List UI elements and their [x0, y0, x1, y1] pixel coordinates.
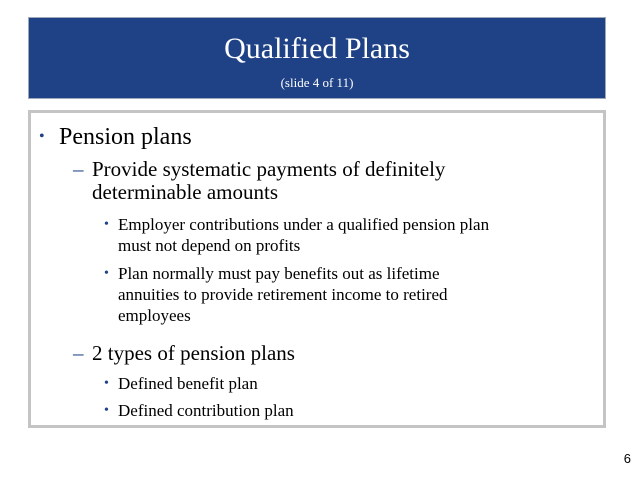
dash-icon: – [73, 341, 84, 365]
title-bar [28, 17, 606, 99]
sub-bullet-icon: • [104, 266, 109, 281]
dash-icon: – [73, 157, 84, 181]
pension-plans-heading: Pension plans [59, 124, 192, 150]
content-box [28, 110, 606, 428]
plan-text-line1: Plan normally must pay benefits out as lifetime [118, 264, 440, 283]
provide-text-line2: determinable amounts [92, 180, 279, 204]
slide-title: Qualified Plans [224, 32, 410, 65]
sub-bullet-icon: • [104, 376, 109, 391]
page-number: 6 [623, 451, 631, 466]
defined-contribution-text: Defined contribution plan [118, 401, 294, 420]
slide-subtitle: (slide 4 of 11) [280, 75, 354, 90]
employer-text-line1: Employer contributions under a qualified pension plan [118, 215, 490, 234]
pension-types-heading: 2 types of pension plans [92, 341, 295, 365]
plan-text-line2: annuities to provide retirement income to retired [118, 285, 448, 304]
sub-bullet-icon: • [104, 403, 109, 418]
sub-bullet-icon: • [104, 217, 109, 232]
plan-text-line3: employees [118, 306, 191, 325]
provide-text-line1: Provide systematic payments of definitely [92, 157, 446, 181]
defined-benefit-text: Defined benefit plan [118, 374, 258, 393]
bullet-icon: • [39, 128, 45, 145]
employer-text-line2: must not depend on profits [118, 236, 301, 255]
